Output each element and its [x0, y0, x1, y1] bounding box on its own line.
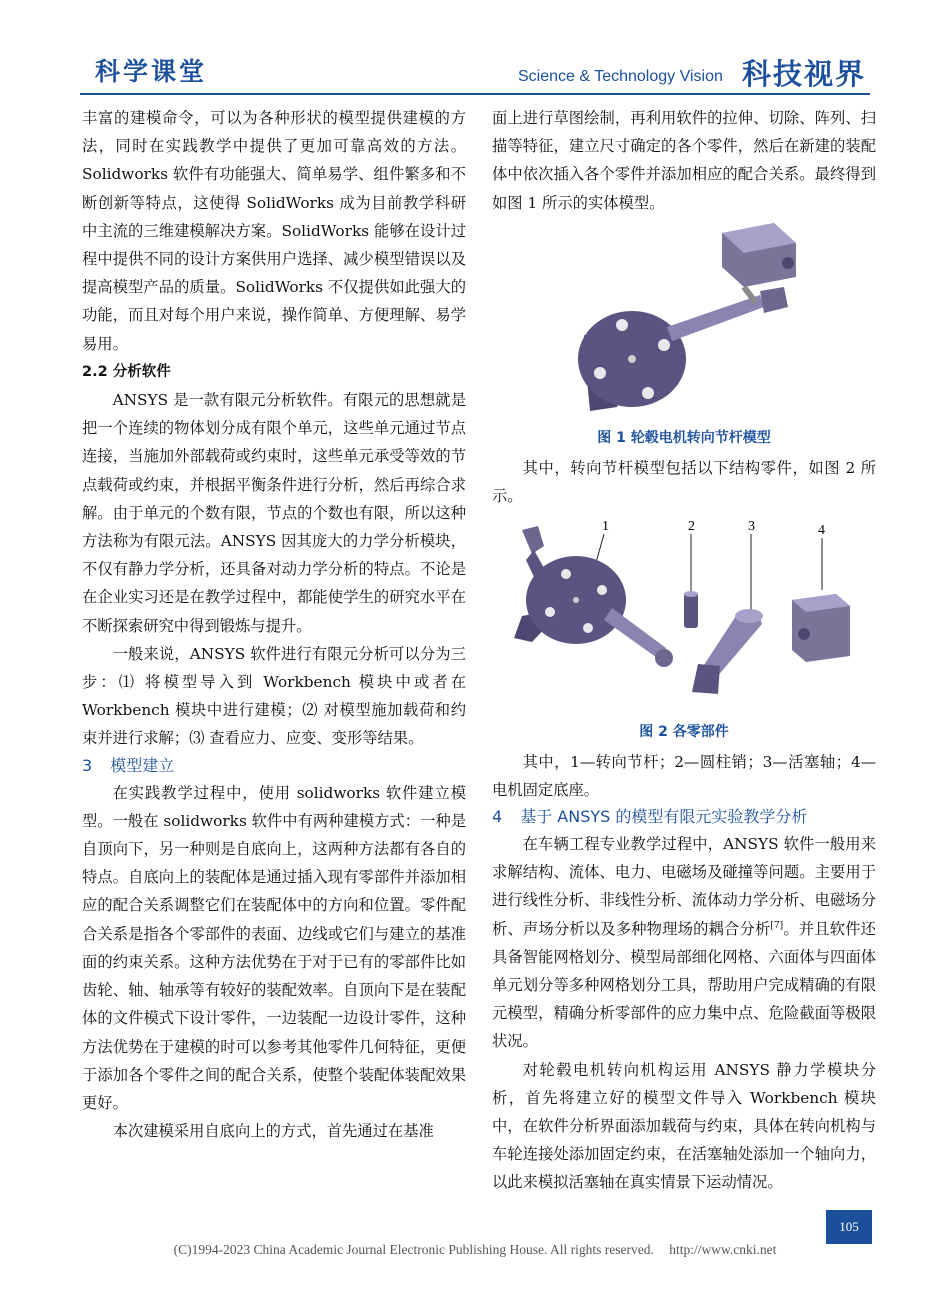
paragraph: 其中，转向节杆模型包括以下结构零件，如图 2 所示。: [492, 459, 876, 506]
paragraph: 在实践教学过程中，使用 solidworks 软件建立模型。一般在 solidworks 软件中有两种建模方式：一种是自顶向下，另一种则是自底向上，这两种方法都有各自的特点。自底向上的装配体是通过插入现有零部件并添加相应的配合关系调整它们在装配体中的方向和位置。零件配合关系是指各个零部件的表面、边线或它们与建立的基准面的约束关系。这种方法优势在于对于已有的零部件比如齿轮、轴、轴承等有较好的装配效率。自顶向下是在装配体的文件模式下设计零件，一边装配一边设计零件，这种方法优势在于建模的时可以参考其他零件几何特征，更便于添加各个零件之间的配合关系，使整个装配体装配效果更好。: [82, 783, 466, 1112]
section-heading-2-2: 2.2 分析软件: [82, 363, 171, 380]
paragraph: 在车辆工程专业教学过程中，ANSYS 软件一般用来求解结构、流体、电力、电磁场及碰撞等问题。主要用于进行线性分析、非线性分析、流体动力学分析、电磁场分析、声场分析以及多种物理场的耦合分析[7]。并且软件还具备智能网格划分、模型局部细化网格、六面体与四面体单元划分等多种网格划分工具，帮助用户完成精确的有限元模型，精确分析零部件的应力集中点、危险截面等极限状况。: [492, 835, 876, 1051]
motor-mount-block: [722, 223, 796, 287]
figure-1: [492, 223, 876, 424]
figure-2-label-3: 3: [748, 519, 755, 535]
figure-1-image: [492, 223, 876, 415]
footer-copyright: (C)1994-2023 China Academic Journal Electronic Publishing House. All rights reserved.: [173, 1242, 654, 1257]
figure-2-image: [492, 516, 876, 708]
section-heading-3: 3 模型建立: [82, 755, 175, 775]
steering-knuckle-arm: [578, 287, 788, 411]
figure-2: [492, 516, 876, 717]
page-number: 105: [826, 1210, 872, 1244]
journal-name-chinese: 科技视界: [742, 57, 867, 91]
figure-2-label-1: 1: [602, 519, 609, 535]
paragraph: ANSYS 是一款有限元分析软件。有限元的思想就是把一个连续的物体划分成有限个单元，这些单元通过节点连接，当施加外部载荷或约束时，这些单元承受等效的节点载荷或约束，并根据平衡条件进行分析，然后再综合求解。由于单元的个数有限，节点的个数也有限，所以这种方法称为有限元法。ANSYS 因其庞大的力学分析模块，不仅有静力学分析，还具备对动力学分析的特点。不论是在企业实习还是在教学过程中，都能使学生的研究水平在不断探索研究中得到锻炼与提升。: [82, 391, 466, 635]
header-rule: [80, 93, 870, 95]
section-heading-4: 4 基于 ANSYS 的模型有限元实验教学分析: [492, 807, 808, 827]
citation: [7]: [770, 920, 784, 931]
left-column: [82, 104, 466, 1145]
right-column: [492, 104, 876, 1197]
part-1-knuckle-arm: [514, 526, 673, 667]
figure-2-caption: 图 2 各零部件: [639, 723, 729, 740]
footer-url[interactable]: http://www.cnki.net: [669, 1242, 777, 1257]
figure-2-label-4: 4: [818, 523, 825, 539]
paragraph: 本次建模采用自底向上的方式，首先通过在基准: [112, 1122, 434, 1141]
figure-2-label-2: 2: [688, 519, 695, 535]
figure-1-caption: 图 1 轮毂电机转向节杆模型: [597, 430, 771, 447]
paragraph: 其中，1—转向节杆；2—圆柱销；3—活塞轴；4—电机固定底座。: [492, 752, 876, 799]
journal-section-title: 科学课堂: [95, 57, 208, 86]
paragraph: 丰富的建模命令，可以为各种形状的模型提供建模的方法，同时在实践教学中提供了更加可靠高效的方法。Solidworks 软件有功能强大、简单易学、组件繁多和不断创新等特点，这使得 SolidWorks 成为目前教学科研中主流的三维建模解决方案。SolidWorks 能够在设计过程中提供不同的设计方案供用户选择、减少模型错误以及提高模型产品的质量。SolidWorks 不仅提供如此强大的功能，而且对每个用户来说，操作简单、方便理解、易学易用。: [82, 109, 466, 353]
footer: [0, 1242, 950, 1258]
paragraph: 一般来说，ANSYS 软件进行有限元分析可以分为三步：⑴ 将模型导入到 Workbench 模块中或者在 Workbench 模块中进行建模；⑵ 对模型施加载荷和约束并进行求解；⑶ 查看应力、应变、变形等结果。: [82, 644, 466, 748]
part-2-cylinder-pin: [684, 591, 698, 628]
journal-name-english: Science & Technology Vision: [518, 68, 723, 85]
part-3-piston-shaft: [692, 609, 763, 694]
paragraph: 对轮毂电机转向机构运用 ANSYS 静力学模块分析，首先将建立好的模型文件导入 Workbench 模块中，在软件分析界面添加载荷与约束，具体在转向机构与车轮连接处添加固定约束，在活塞轴处添加一个轴向力，以此来模拟活塞轴在真实情景下运动情况。: [492, 1060, 876, 1192]
part-4-motor-base: [792, 594, 850, 662]
paragraph: 面上进行草图绘制，再利用软件的拉伸、切除、阵列、扫描等特征，建立尺寸确定的各个零件，然后在新建的装配体中依次插入各个零件并添加相应的配合关系。最终得到如图 1 所示的实体模型。: [492, 109, 876, 212]
